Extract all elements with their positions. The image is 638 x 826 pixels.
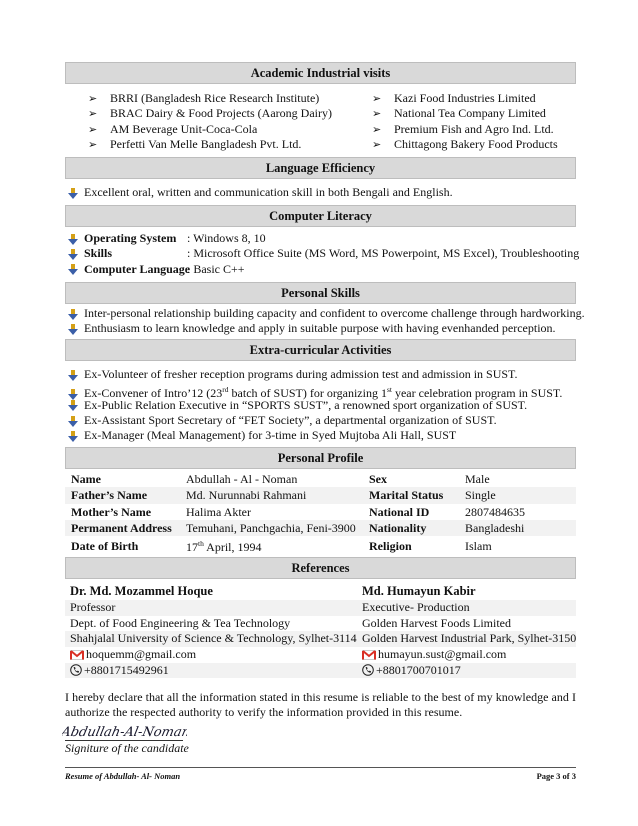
section-header-personal-skills: Personal Skills (65, 282, 576, 304)
down-arrow-bullet-icon (68, 431, 84, 442)
list-item: Inter-personal relationship building capacity and confident to overcome challenge through hardworking. (68, 306, 585, 321)
svg-text:Abdullah-Al-Noman: Abdullah-Al-Noman (62, 725, 187, 740)
down-arrow-bullet-icon (68, 234, 84, 245)
profile-value: Bangladeshi (459, 520, 576, 536)
ref-row (65, 582, 576, 600)
profile-key: Father’s Name (65, 487, 180, 503)
table-row (65, 471, 576, 487)
profile-key: Permanent Address (65, 520, 180, 536)
down-arrow-bullet-icon (68, 416, 84, 427)
down-arrow-bullet-icon (68, 264, 84, 275)
down-arrow-bullet-icon (68, 309, 84, 320)
section-header-extra-curricular: Extra-curricular Activities (65, 339, 576, 361)
phone-icon (70, 664, 82, 681)
list-item: ➢ Kazi Food Industries Limited (372, 91, 558, 106)
down-arrow-bullet-icon (68, 400, 84, 411)
profile-key: National ID (369, 504, 430, 519)
computer-key: Skills (84, 246, 113, 261)
list-item: ➢ Premium Fish and Agro Ind. Ltd. (372, 122, 558, 137)
profile-value: Temuhani, Panchgachia, Feni-3900 (180, 520, 363, 536)
list-item: Excellent oral, written and communication skill in both Bengali and English. (68, 185, 453, 200)
profile-value: Halima Akter (186, 504, 251, 519)
arrow-bullet-icon: ➢ (372, 93, 382, 105)
down-arrow-bullet-icon (68, 188, 84, 199)
ref-row (65, 663, 576, 679)
list-item: ➢ BRRI (Bangladesh Rice Research Institute) (88, 91, 332, 106)
arrow-bullet-icon: ➢ (372, 123, 382, 136)
ref2-phone: +8801700701017 (362, 663, 576, 679)
footer-divider (65, 767, 576, 768)
language-list (68, 185, 453, 200)
arrow-bullet-icon: ➢ (372, 108, 382, 121)
signature-caption: Signiture of the candidate (65, 741, 189, 755)
profile-key: Marital Status (363, 487, 459, 503)
list-item: ➢ Chittagong Bakery Food Products (372, 137, 558, 152)
table-row (65, 520, 576, 536)
ref1-org: Shahjalal University of Science & Technology, Sylhet-3114 (70, 631, 357, 646)
list-item: Enthusiasm to learn knowledge and apply in suitable purpose with having evenhanded perception. (68, 321, 585, 336)
down-arrow-bullet-icon (68, 324, 84, 335)
ref1-dept: Dept. of Food Engineering & Tea Technology (70, 615, 291, 630)
profile-key: Religion (369, 538, 412, 553)
list-item: Ex-Manager (Meal Management) for 3-time in Syed Mujtoba Ali Hall, SUST (68, 428, 562, 443)
list-item: ➢ National Tea Company Limited (372, 106, 558, 121)
profile-value: 17th April, 1994 (186, 539, 262, 555)
ref2-position: Executive- Production (362, 600, 470, 614)
table-row (65, 504, 576, 520)
profile-key: Mother’s Name (71, 504, 152, 519)
ref1-name: Dr. Md. Mozammel Hoque (70, 584, 213, 598)
arrow-bullet-icon: ➢ (88, 123, 98, 136)
computer-key: Computer Language (84, 261, 191, 276)
personal-profile-table (65, 471, 576, 555)
profile-value: 2807484635 (465, 504, 525, 519)
phone-icon (362, 664, 374, 681)
ref2-email[interactable]: humayun.sust@gmail.com (362, 647, 576, 663)
declaration-text: I hereby declare that all the information stated in this resume is reliable to the best of my knowledge and I authorize the respected authority to verify the information provided in this resume. (65, 690, 576, 719)
profile-key: Name (71, 472, 101, 487)
ref2-name: Md. Humayun Kabir (362, 584, 476, 598)
visits-list-right (372, 91, 558, 152)
profile-key: Sex (369, 472, 387, 487)
list-item: ➢ BRAC Dairy & Food Projects (Aarong Dairy) (88, 106, 332, 121)
computer-value: : Basic C++ (187, 261, 245, 276)
table-row (65, 536, 576, 555)
profile-value: Islam (465, 538, 492, 553)
visits-list-left (88, 91, 332, 152)
profile-key: Date of Birth (71, 538, 139, 553)
section-header-computer-literacy: Computer Literacy (65, 205, 576, 227)
profile-value: Single (459, 487, 576, 503)
arrow-bullet-icon: ➢ (88, 108, 98, 121)
footer-resume-label: Resume of Abdullah- Al- Noman (65, 771, 181, 781)
ref-row (65, 631, 576, 647)
ref1-position: Professor (70, 600, 116, 614)
computer-value: : Microsoft Office Suite (MS Word, MS Powerpoint, MS Excel), Troubleshooting (187, 246, 580, 261)
table-row (65, 487, 576, 503)
profile-value: Md. Nurunnabi Rahmani (180, 487, 363, 503)
computer-list (68, 231, 579, 277)
down-arrow-bullet-icon (68, 249, 84, 260)
section-header-personal-profile: Personal Profile (65, 447, 576, 469)
down-arrow-bullet-icon (68, 370, 84, 381)
profile-key: Nationality (363, 520, 459, 536)
extra-curricular-list (68, 367, 562, 443)
list-item: Ex-Volunteer of fresher reception programs during admission test and admission in SUST. (68, 367, 562, 382)
list-item: Ex-Assistant Sport Secretary of “FET Society”, a departmental organization of SUST. (68, 413, 562, 428)
list-item (68, 262, 579, 277)
personal-skills-list (68, 306, 585, 337)
section-header-language: Language Efficiency (65, 157, 576, 179)
section-header-references: References (65, 557, 576, 579)
arrow-bullet-icon: ➢ (88, 93, 98, 105)
list-item: ➢ Perfetti Van Melle Bangladesh Pvt. Ltd. (88, 137, 332, 152)
references-block (65, 582, 576, 678)
ref2-dept: Golden Harvest Foods Limited (362, 615, 511, 630)
computer-value: : Windows 8, 10 (187, 231, 266, 245)
list-item (68, 231, 579, 246)
section-header-academic-visits: Academic Industrial visits (65, 62, 576, 84)
list-item (68, 246, 579, 261)
ref2-org: Golden Harvest Industrial Park, Sylhet-3150 (362, 631, 577, 646)
arrow-bullet-icon: ➢ (88, 138, 98, 151)
ref-row (65, 616, 576, 632)
ref1-phone: +8801715492961 (65, 663, 362, 679)
list-item: Ex-Public Relation Executive in “SPORTS SUST”, a renowned sport organization of SUST. (68, 398, 562, 413)
list-item: Ex-Convener of Intro’12 (23rd batch of SUST) for organizing 1st year celebration program in SUST. (68, 382, 562, 397)
profile-value: Abdullah - Al - Noman (186, 472, 298, 487)
ref-row (65, 647, 576, 663)
profile-value: Male (465, 472, 490, 487)
arrow-bullet-icon: ➢ (372, 138, 382, 151)
list-item: ➢ AM Beverage Unit-Coca-Cola (88, 122, 332, 137)
computer-key: Operating System (84, 231, 177, 245)
ref1-email[interactable]: hoquemm@gmail.com (65, 647, 362, 663)
ref-row (65, 600, 576, 616)
footer-page-number: Page 3 of 3 (536, 771, 576, 781)
